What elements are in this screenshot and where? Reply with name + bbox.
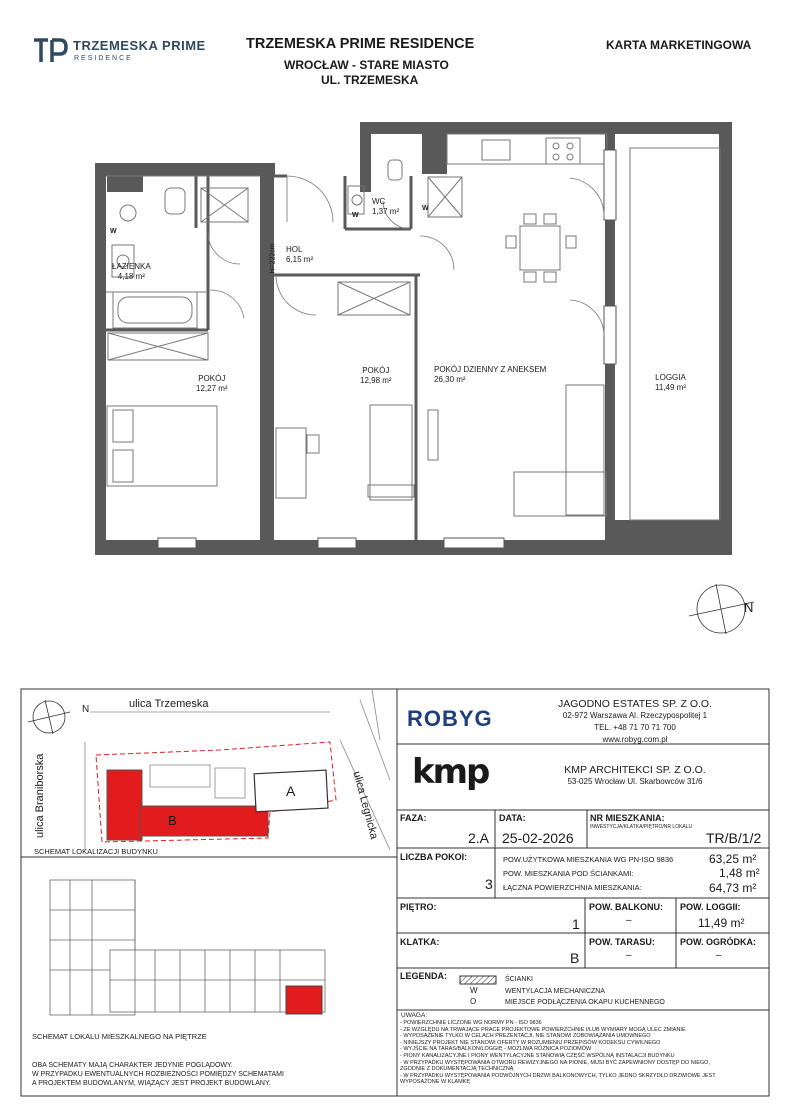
nr-sublabel: INWESTYCJA/KLATKA/PIĘTRO/NR LOKALU [590, 824, 693, 830]
room-living-kitchen: POKÓJ DZIENNY Z ANEKSEM 26,30 m² [434, 365, 547, 384]
architect-info: KMP ARCHITEKCI SP. Z O.O. 53-025 Wrocław Ul. Skarbowców 31/6 [564, 764, 706, 786]
caption-floor: SCHEMAT LOKALU MIESZKALNEGO NA PIĘTRZE [32, 1032, 207, 1041]
legenda-label: LEGENDA: [400, 971, 447, 981]
pokoje-value: 3 [485, 876, 493, 892]
pietro-label: PIĘTRO: [400, 902, 437, 912]
disclaimer: OBA SCHEMATY MAJĄ CHARAKTER JEDYNIE POGLĄDOWY. W PRZYPADKU EWENTUALNYCH ROZBIEŻNOŚCI POMIĘDZY SCHEMATAMI A PROJEKTEM BUDOWLANYM, WIĄŻĄCY JEST PROJEKT BUDOWLANY. [32, 1062, 284, 1087]
balkon-label: POW. BALKONU: [589, 902, 663, 912]
logo-subtitle: RESIDENCE [74, 55, 133, 62]
notes-list: - POWIERZCHNIE LICZONE WG NORMY PN - ISO 9836 - ZE WZGLĘDU NA TRWAJĄCE PRACE PROJEKTOWE POWIERZCHNIE I/LUB WYMIARY MOGĄ ULEC ZMIANIE - WYPOSAŻENIE TYLKO W CELACH PREZENTACJI, NIE STANOWI ZOBOWIĄZANIA UMOWNEGO - NINIEJSZY PROJEKT NIE STANOWI OFERTY W ROZUMIENIU PRZEPISÓW KODEKSU CYWILNEGO - WYJŚCIE NA TARAS/BALKON/LOGGIĘ - MOŻLIWA RÓŻNICA POZIOMÓW - PIONY KANALIZACYJNE I PIONY WENTYLACYJNE STANOWIĄ CZĘŚĆ WSPÓLNĄ INSTALACJI BUDYNKU - W PRZYPADKU WYSTĘPOWANIA OTWORU REWIZYJNEGO NA PIONIE, MUSI BYĆ ZAPEWNIONY DOSTĘP DO NIEGO, ZGODNIE Z DOKUMENTACJĄ TECHNICZNĄ - W PRZYPADKU WYSTĘPOWANIA PODWÓJNYCH DRZWI BALKONOWYCH, TYLKO JEDNO SKRZYDŁO DRZWIOWE JEST WYPOSAŻONE W KLAMKĘ [400, 1020, 716, 1086]
north-arrow-icon: N [744, 600, 754, 615]
kmp-logo: kmp [412, 752, 489, 792]
room-wc: WC 1,37 m² [372, 197, 400, 216]
taras-value: – [626, 950, 632, 961]
site-north-icon: N [82, 704, 90, 715]
klatka-label: KLATKA: [400, 937, 440, 947]
document-type: KARTA MARKETINGOWA [606, 38, 752, 52]
legend-hood: MIEJSCE PODŁĄCZENIA OKAPU KUCHENNEGO [505, 999, 665, 1006]
ogrodek-value: – [716, 950, 722, 961]
loggia-value: 11,49 m² [698, 916, 745, 930]
faza-value: 2.A [468, 830, 490, 846]
area2-label: POW. MIESZKANIA POD ŚCIANKAMI: [503, 869, 634, 878]
room-bedroom-1: POKÓJ 12,27 m² [196, 374, 228, 393]
uwaga-label: UWAGA: [401, 1012, 428, 1019]
legend-hood-symbol: O [470, 997, 477, 1006]
location-street: UL. TRZEMESKA [321, 73, 419, 87]
area1-label: POW.UŻYTKOWA MIESZKANIA WG PN-ISO 9836 [503, 855, 674, 864]
ogrodek-label: POW. OGRÓDKA: [680, 937, 756, 947]
building-a-label: A [286, 783, 296, 799]
faza-label: FAZA: [400, 813, 427, 823]
room-bedroom-2: POKÓJ 12,98 m² [360, 366, 392, 385]
room-loggia: LOGGIA 11,49 m² [655, 373, 686, 392]
area3-value: 64,73 m² [709, 881, 757, 895]
taras-label: POW. TARASU: [589, 937, 655, 947]
data-label: DATA: [499, 813, 526, 823]
caption-location: SCHEMAT LOKALIZACJI BUDYNKU [34, 847, 158, 856]
balkon-value: – [626, 915, 632, 926]
building-b-label: B [168, 813, 177, 828]
ventilation-mark: W [422, 205, 429, 212]
ventilation-mark: W [110, 228, 117, 235]
robyg-logo: ROBYG [407, 706, 493, 731]
legend-ventilation-symbol: W [470, 986, 478, 995]
street-trzemeska: ulica Trzemeska [129, 698, 209, 710]
developer-info: JAGODNO ESTATES SP. Z O.O. 02-972 Warszawa Al. Rzeczypospolitej 1 TEL. +48 71 70 71 700 www.robyg.com.pl [557, 698, 713, 744]
street-legnicka: ulica Legnicka [350, 770, 381, 841]
logo-title: TRZEMESKA PRIME [73, 38, 206, 53]
pokoje-label: LICZBA POKOI: [400, 852, 468, 862]
nr-label: NR MIESZKANIA: [590, 813, 665, 823]
area3-label: ŁĄCZNA POWIERZCHNIA MIESZKANIA: [503, 883, 642, 892]
area1-value: 63,25 m² [709, 852, 757, 866]
room-hall: HOL 6,15 m² [286, 245, 314, 264]
street-braniborska: ulica Braniborska [34, 753, 46, 838]
loggia-label: POW. LOGGII: [680, 902, 741, 912]
pietro-value: 1 [572, 916, 580, 932]
nr-value: TR/B/1/2 [706, 830, 762, 846]
legend-walls: ŚCIANKI [505, 976, 534, 983]
room-bathroom: ŁAZIENKA 4,18 m² [112, 262, 151, 281]
page-title: TRZEMESKA PRIME RESIDENCE [246, 36, 475, 52]
area2-value: 1,48 m² [719, 866, 760, 880]
data-value: 25-02-2026 [502, 830, 574, 846]
ventilation-mark: W [352, 212, 359, 219]
legend-ventilation: WENTYLACJA MECHANICZNA [505, 988, 605, 995]
klatka-value: B [570, 950, 580, 966]
location-city: WROCŁAW - STARE MIASTO [284, 58, 449, 72]
ceiling-height-label: H=222cm [269, 243, 277, 274]
